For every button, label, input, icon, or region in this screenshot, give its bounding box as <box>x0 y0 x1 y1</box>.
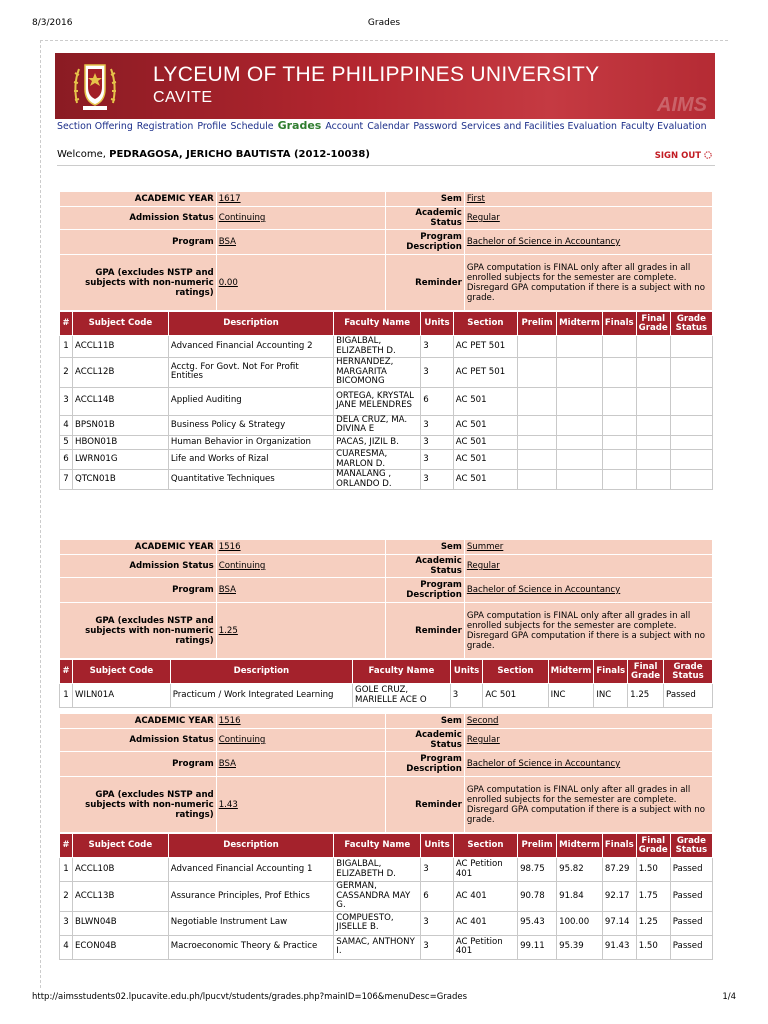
column-header: Grade Status <box>670 834 712 858</box>
column-header: Final Grade <box>636 312 670 336</box>
table-cell: 3 <box>421 449 454 469</box>
table-cell <box>557 358 603 388</box>
table-cell <box>636 470 670 490</box>
table-cell: ACCL12B <box>73 358 169 388</box>
table-row <box>60 935 713 959</box>
university-title: LYCEUM OF THE PHILIPPINES UNIVERSITY <box>153 63 600 86</box>
semester-block <box>59 539 713 708</box>
table-cell: 1.50 <box>636 935 670 959</box>
table-cell <box>518 358 557 388</box>
table-cell <box>636 358 670 388</box>
column-header: Finals <box>602 312 636 336</box>
academic-year-label: ACADEMIC YEAR <box>60 540 217 555</box>
table-cell: 1 <box>60 684 73 708</box>
table-cell: Macroeconomic Theory & Practice <box>168 935 334 959</box>
table-cell: 90.78 <box>518 882 557 912</box>
sem-value[interactable]: Second <box>464 714 712 729</box>
reminder-label: Reminder <box>386 777 464 833</box>
table-cell: BIGALBAL, ELIZABETH D. <box>334 858 421 882</box>
grades-table <box>59 833 713 960</box>
table-cell: 3 <box>450 684 483 708</box>
column-header: Faculty Name <box>353 660 451 684</box>
table-cell: 95.39 <box>557 935 603 959</box>
table-cell: 3 <box>421 911 454 935</box>
admission-status-label: Admission Status <box>60 729 217 752</box>
university-seal-icon <box>71 59 119 113</box>
program-label: Program <box>60 752 217 777</box>
column-header: Subject Code <box>73 834 169 858</box>
table-cell: 3 <box>421 858 454 882</box>
table-row <box>60 858 713 882</box>
table-cell: Life and Works of Rizal <box>168 449 333 469</box>
column-header: Section <box>483 660 548 684</box>
sem-label: Sem <box>386 540 464 555</box>
academic-year-label: ACADEMIC YEAR <box>60 714 217 729</box>
table-cell: QTCN01B <box>73 470 169 490</box>
table-cell: AC 501 <box>453 449 517 469</box>
table-cell: AC 501 <box>483 684 548 708</box>
table-cell: INC <box>594 684 628 708</box>
table-cell <box>518 415 557 435</box>
academic-status-label: Academic Status <box>386 207 464 230</box>
table-cell: COMPUESTO, JISELLE B. <box>334 911 421 935</box>
table-cell <box>670 435 712 449</box>
column-header: Midterm <box>548 660 594 684</box>
reminder-label: Reminder <box>386 255 464 311</box>
table-cell: Quantitative Techniques <box>168 470 333 490</box>
welcome-prefix: Welcome, <box>57 149 106 160</box>
academic-status-value[interactable]: Regular <box>464 729 712 752</box>
table-cell: 3 <box>60 911 73 935</box>
table-cell: CUARESMA, MARLON D. <box>334 449 421 469</box>
table-cell <box>602 415 636 435</box>
print-url: http://aimsstudents02.lpucavite.edu.ph/lpucvt/students/grades.php?mainID=106&menuDesc=Grades <box>32 992 468 1002</box>
table-cell: 1 <box>60 858 73 882</box>
column-header: Prelim <box>518 834 557 858</box>
column-header: Final Grade <box>628 660 664 684</box>
print-footer <box>32 992 736 1006</box>
academic-year-value[interactable]: 1617 <box>216 192 386 207</box>
table-cell: Human Behavior in Organization <box>168 435 333 449</box>
table-cell: ACCL14B <box>73 387 169 415</box>
table-cell: AC Petition 401 <box>453 858 517 882</box>
gpa-label: GPA (excludes NSTP and subjects with non-numeric ratings) <box>60 603 217 659</box>
table-cell: 6 <box>421 882 454 912</box>
grades-table <box>59 311 713 490</box>
nav-link-profile[interactable]: Profile <box>197 121 227 132</box>
main-nav <box>57 120 717 133</box>
table-cell <box>602 387 636 415</box>
sem-label: Sem <box>386 714 464 729</box>
table-cell: Negotiable Instrument Law <box>168 911 334 935</box>
table-cell: AC 401 <box>453 882 517 912</box>
table-cell <box>518 449 557 469</box>
table-cell <box>670 470 712 490</box>
column-header: Finals <box>602 834 636 858</box>
table-cell: 1.25 <box>636 911 670 935</box>
table-cell: Practicum / Work Integrated Learning <box>170 684 352 708</box>
table-cell: 3 <box>421 358 454 388</box>
table-cell <box>670 336 712 358</box>
sign-out-button[interactable] <box>655 151 712 161</box>
table-cell <box>557 387 603 415</box>
column-header: Grade Status <box>670 312 712 336</box>
program-label: Program <box>60 230 217 255</box>
table-cell: 3 <box>421 935 454 959</box>
table-cell <box>636 449 670 469</box>
program-value[interactable]: BSA <box>216 230 386 255</box>
table-cell: AC 401 <box>453 911 517 935</box>
column-header: Prelim <box>518 312 557 336</box>
table-cell: PACAS, JIZIL B. <box>334 435 421 449</box>
column-header: # <box>60 660 73 684</box>
nav-link-section-offering[interactable]: Section Offering <box>57 121 133 132</box>
table-cell: 91.84 <box>557 882 603 912</box>
semester-block <box>59 713 713 960</box>
table-cell: 91.43 <box>602 935 636 959</box>
column-header: Units <box>421 834 454 858</box>
program-value[interactable]: BSA <box>216 578 386 603</box>
table-row <box>60 470 713 490</box>
program-label: Program <box>60 578 217 603</box>
table-cell: 1.25 <box>628 684 664 708</box>
column-header: Description <box>168 834 334 858</box>
table-cell <box>602 449 636 469</box>
print-title: Grades <box>367 18 401 28</box>
grades-table <box>59 659 713 708</box>
student-name: PEDRAGOSA, JERICHO BAUTISTA (2012-10038) <box>109 149 370 160</box>
table-cell: 100.00 <box>557 911 603 935</box>
gpa-value[interactable]: 1.43 <box>216 777 386 833</box>
university-campus: CAVITE <box>153 89 213 106</box>
column-header: Faculty Name <box>334 312 421 336</box>
sign-out-label: SIGN OUT <box>654 151 702 161</box>
table-cell: ORTEGA, KRYSTAL JANE MELENDRES <box>334 387 421 415</box>
table-cell: Passed <box>670 858 712 882</box>
table-cell: AC 501 <box>453 435 517 449</box>
table-cell <box>670 449 712 469</box>
table-cell: 4 <box>60 415 73 435</box>
table-cell: MANALANG , ORLANDO D. <box>334 470 421 490</box>
table-cell: 95.82 <box>557 858 603 882</box>
gpa-label: GPA (excludes NSTP and subjects with non-numeric ratings) <box>60 255 217 311</box>
sign-out-icon <box>704 151 712 159</box>
program-description-label: Program Description <box>386 752 464 777</box>
table-cell: ACCL10B <box>73 858 169 882</box>
table-cell: HERNANDEZ, MARGARITA BICOMONG <box>334 358 421 388</box>
column-header: Final Grade <box>636 834 670 858</box>
table-cell: Assurance Principles, Prof Ethics <box>168 882 334 912</box>
sem-label: Sem <box>386 192 464 207</box>
table-cell: 3 <box>421 470 454 490</box>
header-divider <box>57 165 715 166</box>
table-cell: Advanced Financial Accounting 2 <box>168 336 333 358</box>
table-cell: SAMAC, ANTHONY I. <box>334 935 421 959</box>
table-cell: Passed <box>664 684 713 708</box>
table-cell <box>602 435 636 449</box>
nav-link-services-and-facilities-evaluation[interactable]: Services and Facilities Evaluation <box>461 121 617 132</box>
academic-status-value[interactable]: Regular <box>464 555 712 578</box>
table-cell: 3 <box>60 387 73 415</box>
column-header: Subject Code <box>73 312 169 336</box>
nav-link-registration[interactable]: Registration <box>136 121 194 132</box>
table-cell: 1.75 <box>636 882 670 912</box>
table-cell: GERMAN, CASSANDRA MAY G. <box>334 882 421 912</box>
reminder-label: Reminder <box>386 603 464 659</box>
column-header: Midterm <box>557 834 603 858</box>
admission-status-label: Admission Status <box>60 207 217 230</box>
table-cell <box>636 435 670 449</box>
table-cell: 92.17 <box>602 882 636 912</box>
table-cell <box>557 336 603 358</box>
table-cell: ACCL11B <box>73 336 169 358</box>
academic-year-label: ACADEMIC YEAR <box>60 192 217 207</box>
print-header <box>32 18 736 32</box>
program-description-value[interactable]: Bachelor of Science in Accountancy <box>464 230 712 255</box>
table-row <box>60 882 713 912</box>
nav-link-grades[interactable]: Grades <box>277 119 322 132</box>
academic-status-label: Academic Status <box>386 555 464 578</box>
semester-info <box>59 191 713 311</box>
column-header: # <box>60 312 73 336</box>
print-page-number: 1/4 <box>722 992 736 1002</box>
table-cell: 3 <box>421 415 454 435</box>
table-cell: Business Policy & Strategy <box>168 415 333 435</box>
table-cell <box>518 336 557 358</box>
admission-status-value[interactable]: Continuing <box>216 729 386 752</box>
semester-info <box>59 713 713 833</box>
table-cell: 1.50 <box>636 858 670 882</box>
semester-block <box>59 191 713 490</box>
table-cell: AC 501 <box>453 387 517 415</box>
table-cell: AC Petition 401 <box>453 935 517 959</box>
table-cell <box>636 336 670 358</box>
table-cell: BIGALBAL, ELIZABETH D. <box>334 336 421 358</box>
column-header: # <box>60 834 73 858</box>
table-cell: 95.43 <box>518 911 557 935</box>
nav-link-faculty-evaluation[interactable]: Faculty Evaluation <box>620 121 707 132</box>
program-description-value[interactable]: Bachelor of Science in Accountancy <box>464 578 712 603</box>
academic-year-value[interactable]: 1516 <box>216 714 386 729</box>
table-cell: INC <box>548 684 594 708</box>
table-cell: Advanced Financial Accounting 1 <box>168 858 334 882</box>
table-cell <box>518 435 557 449</box>
admission-status-value[interactable]: Continuing <box>216 555 386 578</box>
table-cell: BLWN04B <box>73 911 169 935</box>
table-cell <box>602 358 636 388</box>
table-cell <box>557 435 603 449</box>
nav-link-schedule[interactable]: Schedule <box>230 121 274 132</box>
table-cell: DELA CRUZ, MA. DIVINA E <box>334 415 421 435</box>
aims-logo: AIMS <box>657 94 707 116</box>
table-cell: 1 <box>60 336 73 358</box>
table-cell: AC 501 <box>453 415 517 435</box>
program-description-value[interactable]: Bachelor of Science in Accountancy <box>464 752 712 777</box>
table-cell <box>636 415 670 435</box>
table-cell: AC PET 501 <box>453 336 517 358</box>
table-row <box>60 358 713 388</box>
gpa-value[interactable]: 1.25 <box>216 603 386 659</box>
column-header: Section <box>453 312 517 336</box>
table-cell: 87.29 <box>602 858 636 882</box>
admission-status-label: Admission Status <box>60 555 217 578</box>
table-row <box>60 684 713 708</box>
welcome-message <box>57 149 370 160</box>
table-cell: Applied Auditing <box>168 387 333 415</box>
table-cell <box>518 387 557 415</box>
table-row <box>60 435 713 449</box>
table-cell: 99.11 <box>518 935 557 959</box>
gpa-label: GPA (excludes NSTP and subjects with non-numeric ratings) <box>60 777 217 833</box>
print-date: 8/3/2016 <box>32 18 73 28</box>
table-cell <box>670 387 712 415</box>
university-banner <box>55 53 715 119</box>
academic-status-label: Academic Status <box>386 729 464 752</box>
table-cell <box>636 387 670 415</box>
sem-value[interactable]: First <box>464 192 712 207</box>
program-value[interactable]: BSA <box>216 752 386 777</box>
table-cell: 97.14 <box>602 911 636 935</box>
table-row <box>60 415 713 435</box>
semester-info <box>59 539 713 659</box>
table-cell <box>518 470 557 490</box>
page <box>40 40 728 988</box>
column-header: Units <box>450 660 483 684</box>
table-cell: 2 <box>60 358 73 388</box>
table-cell: LWRN01G <box>73 449 169 469</box>
nav-link-calendar[interactable]: Calendar <box>367 121 410 132</box>
column-header: Subject Code <box>73 660 171 684</box>
table-row <box>60 387 713 415</box>
table-cell <box>670 358 712 388</box>
table-cell <box>602 336 636 358</box>
table-row <box>60 449 713 469</box>
table-cell: 2 <box>60 882 73 912</box>
gpa-value[interactable]: 0.00 <box>216 255 386 311</box>
table-cell: GOLE CRUZ, MARIELLE ACE O <box>353 684 451 708</box>
table-cell <box>557 470 603 490</box>
sem-value[interactable]: Summer <box>464 540 712 555</box>
column-header: Faculty Name <box>334 834 421 858</box>
program-description-label: Program Description <box>386 578 464 603</box>
table-row <box>60 911 713 935</box>
table-cell: 3 <box>421 336 454 358</box>
table-cell: Acctg. For Govt. Not For Profit Entities <box>168 358 333 388</box>
column-header: Section <box>453 834 517 858</box>
admission-status-value[interactable]: Continuing <box>216 207 386 230</box>
table-cell: AC 501 <box>453 470 517 490</box>
table-cell: WILN01A <box>73 684 171 708</box>
table-cell: ACCL13B <box>73 882 169 912</box>
table-cell: 5 <box>60 435 73 449</box>
program-description-label: Program Description <box>386 230 464 255</box>
table-cell: 3 <box>421 435 454 449</box>
table-cell: 7 <box>60 470 73 490</box>
reminder-text: GPA computation is FINAL only after all grades in all enrolled subjects for the semester are complete. Disregard GPA computation if there is a subject with no grade. <box>464 255 712 311</box>
column-header: Units <box>421 312 454 336</box>
table-cell: 4 <box>60 935 73 959</box>
table-cell <box>557 449 603 469</box>
column-header: Finals <box>594 660 628 684</box>
table-cell: Passed <box>670 911 712 935</box>
reminder-text: GPA computation is FINAL only after all grades in all enrolled subjects for the semester are complete. Disregard GPA computation if there is a subject with no grade. <box>464 603 712 659</box>
table-cell: ECON04B <box>73 935 169 959</box>
nav-link-account[interactable]: Account <box>325 121 364 132</box>
academic-year-value[interactable]: 1516 <box>216 540 386 555</box>
table-cell: 98.75 <box>518 858 557 882</box>
table-cell: 6 <box>421 387 454 415</box>
nav-link-password[interactable]: Password <box>413 121 458 132</box>
table-row <box>60 336 713 358</box>
table-cell: Passed <box>670 935 712 959</box>
table-cell <box>557 415 603 435</box>
column-header: Description <box>168 312 333 336</box>
table-cell: BPSN01B <box>73 415 169 435</box>
column-header: Grade Status <box>664 660 713 684</box>
table-cell <box>670 415 712 435</box>
table-cell: HBON01B <box>73 435 169 449</box>
column-header: Description <box>170 660 352 684</box>
table-cell: AC PET 501 <box>453 358 517 388</box>
table-cell: 6 <box>60 449 73 469</box>
academic-status-value[interactable]: Regular <box>464 207 712 230</box>
reminder-text: GPA computation is FINAL only after all grades in all enrolled subjects for the semester are complete. Disregard GPA computation if there is a subject with no grade. <box>464 777 712 833</box>
column-header: Midterm <box>557 312 603 336</box>
table-cell <box>602 470 636 490</box>
table-cell: Passed <box>670 882 712 912</box>
